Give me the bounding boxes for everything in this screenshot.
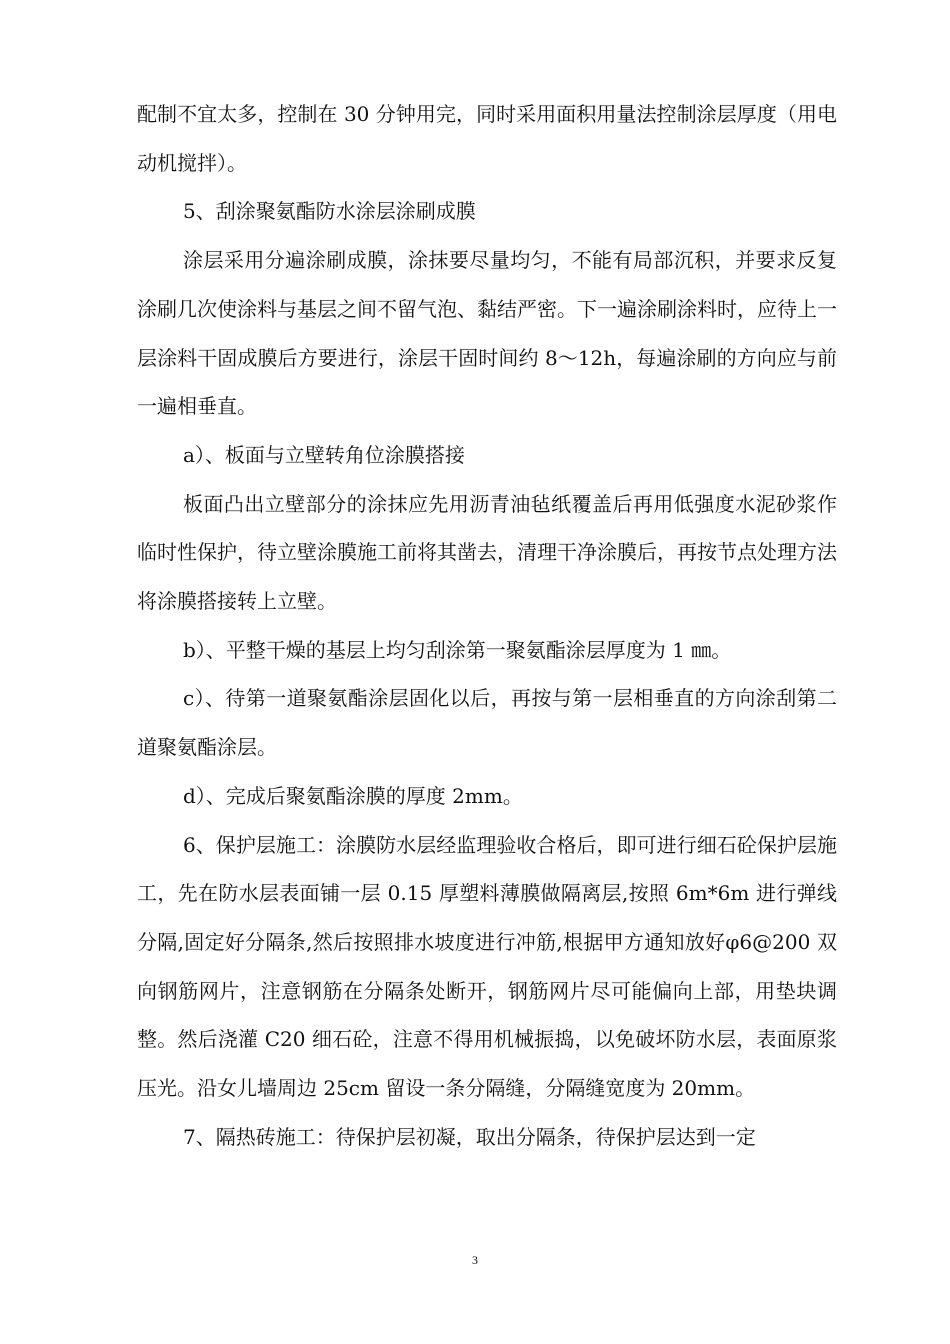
paragraph: d）、完成后聚氨酯涂膜的厚度 2mm。 xyxy=(183,783,523,808)
paragraph: a）、板面与立壁转角位涂膜搭接 xyxy=(183,442,465,467)
paragraph: 6、保护层施工：涂膜防水层经监理验收合格后，即可进行细石砼保护层施工，先在防水层表面铺一层 0.15 厚塑料薄膜做隔离层,按照 6m*6m 进行弹线分隔,固定好分隔条,然后按照排水坡度进行冲筋,根据甲方通知放好φ6@200 双向钢筋网片，注意钢筋在分隔条处断开，钢筋网片尽可能偏向上部，用垫块调整。然后浇灌 C20 细石砼，注意不得用机械振捣，以免破坏防水层，表面原浆压光。沿女儿墙周边 25cm 留设一条分隔缝，分隔缝宽度为 20mm。 xyxy=(137,832,837,1101)
paragraph: 5、刮涂聚氨酯防水涂层涂刷成膜 xyxy=(183,199,476,224)
page-number: 3 xyxy=(472,1253,478,1267)
paragraph: 7、隔热砖施工：待保护层初凝，取出分隔条，待保护层达到一定 xyxy=(183,1124,756,1149)
paragraph: 涂层采用分遍涂刷成膜，涂抹要尽量均匀，不能有局部沉积，并要求反复涂刷几次使涂料与基层之间不留气泡、黏结严密。下一遍涂刷涂料时，应待上一层涂料干固成膜后方要进行，涂层干固时间约 8～12h，每遍涂刷的方向应与前一遍相垂直。 xyxy=(137,248,837,419)
body-text xyxy=(137,90,837,1161)
paragraph: b）、平整干燥的基层上均匀刮涂第一聚氨酯涂层厚度为 1 ㎜。 xyxy=(183,637,732,662)
paragraph: c）、待第一道聚氨酯涂层固化以后，再按与第一层相垂直的方向涂刮第二道聚氨酯涂层。 xyxy=(137,686,837,760)
paragraph: 板面凸出立壁部分的涂抹应先用沥青油毡纸覆盖后再用低强度水泥砂浆作临时性保护，待立壁涂膜施工前将其凿去，清理干净涂膜后，再按节点处理方法将涂膜搭接转上立壁。 xyxy=(137,491,837,614)
paragraph: 配制不宜太多，控制在 30 分钟用完，同时采用面积用量法控制涂层厚度（用电动机搅拌）。 xyxy=(137,102,837,175)
